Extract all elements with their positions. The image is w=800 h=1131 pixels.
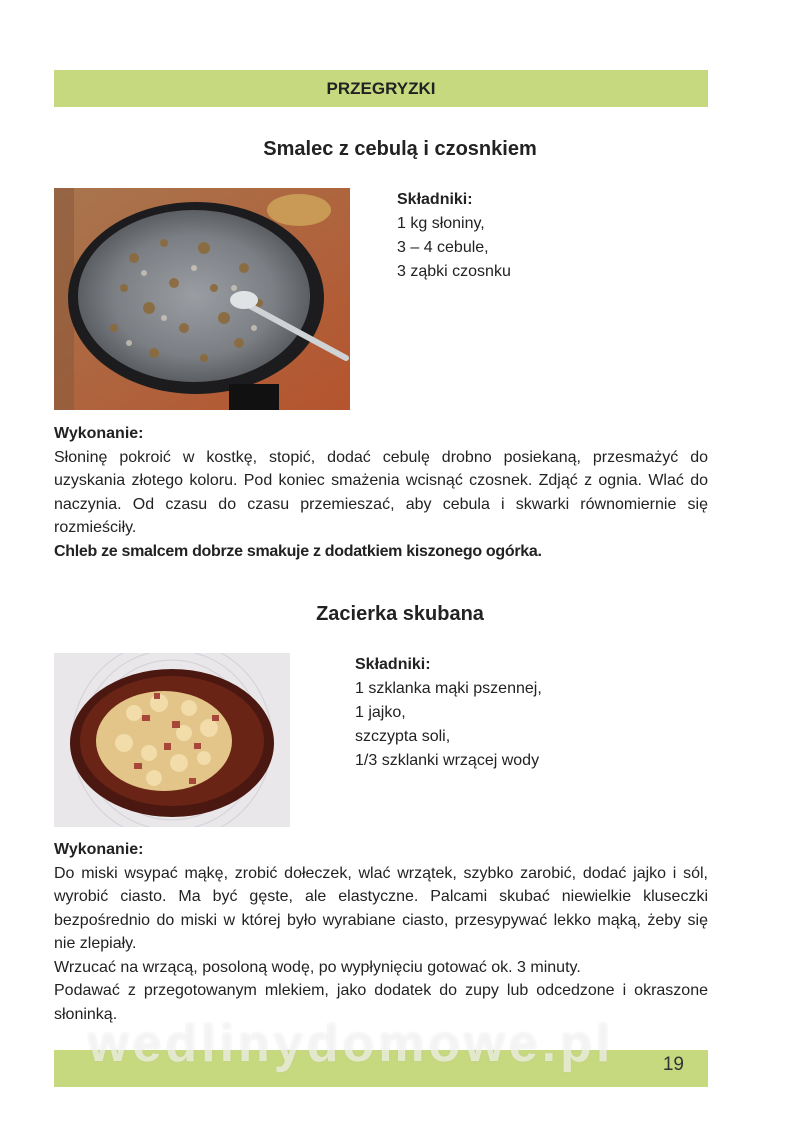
ingredients-label: Składniki:: [397, 191, 473, 208]
method-text: Wrzucać na wrzącą, posoloną wodę, po wypłynięciu gotować ok. 3 minuty.: [54, 958, 581, 976]
recipe-title: Zacierka skubana: [316, 603, 484, 625]
ingredient-item: 1 kg słoniny,: [397, 215, 485, 232]
ingredient-item: 3 ząbki czosnku: [397, 263, 511, 280]
ingredients-label: Składniki:: [355, 656, 431, 673]
ingredient-item: 1 jajko,: [355, 704, 406, 721]
method-label: Wykonanie:: [54, 841, 144, 858]
section-header-bar: [54, 70, 708, 107]
method-text: Do miski wsypać mąkę, zrobić dołeczek, wlać wrzątek, szybko zarobić, dodać jajko i sól, wyrobić ciasto. Ma być gęste, ale elastyczne. Palcami skubać niewielkie kluseczki bezpośrednio do miski w której było wyrabiane ciasto, przesypywać lekko mąką, żeby się nie zlepiały.: [54, 864, 708, 952]
method-label: Wykonanie:: [54, 425, 144, 442]
ingredient-item: 3 – 4 cebule,: [397, 239, 489, 256]
ingredient-item: 1/3 szklanki wrzącej wody: [355, 752, 540, 769]
page-number: 19: [662, 1054, 684, 1075]
method-section: [54, 422, 708, 563]
recipe-photo-zacierka: [54, 653, 290, 827]
recipe-title: Smalec z cebulą i czosnkiem: [263, 138, 537, 160]
section-title: PRZEGRYZKI: [326, 78, 436, 98]
ingredients-list: [397, 188, 511, 284]
serving-tip: Chleb ze smalcem dobrze smakuje z dodatkiem kiszonego ogórka.: [54, 542, 542, 560]
method-text: Słoninę pokroić w kostkę, stopić, dodać cebulę drobno posiekaną, przesmażyć do uzyskania złotego koloru. Pod koniec smażenia wcisnąć czosnek. Zdjąć z ognia. Wlać do naczynia. Od czasu do czasu przemieszać, aby cebula i skwarki równomiernie się rozmieściły.: [54, 448, 708, 536]
ingredient-item: szczypta soli,: [355, 728, 451, 745]
recipe-photo-smalec: [54, 188, 350, 410]
watermark: wedlinydomowe.pl: [88, 1015, 615, 1073]
method-text: Podawać z przegotowanym mlekiem, jako dodatek do zupy lub odcedzone i okraszone słoninką.: [54, 982, 708, 1023]
method-section: [54, 838, 708, 1026]
ingredients-list: [355, 653, 542, 773]
ingredient-item: 1 szklanka mąki pszennej,: [355, 680, 542, 697]
